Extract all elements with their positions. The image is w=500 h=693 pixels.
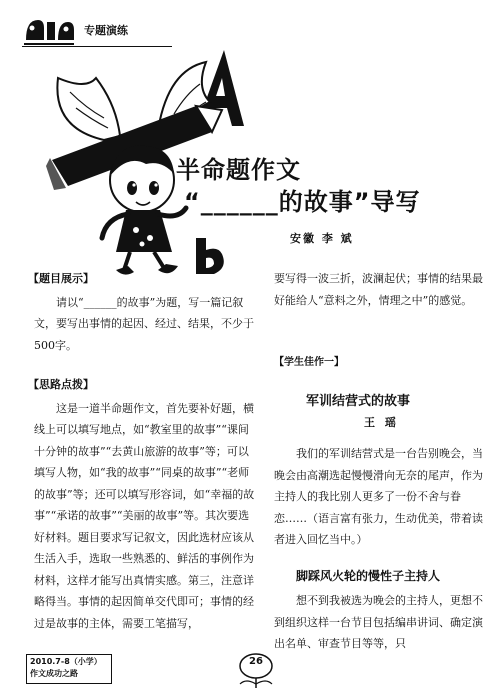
page-number-flower-icon [226,648,286,688]
guide-heading: 【思路点拨】 [28,378,94,391]
left-column [28,268,256,634]
sample-essay-subheading: 脚踩风火轮的慢性子主持人 [296,569,441,583]
sample-essay-tag [274,350,374,368]
right-column-continuation [274,268,486,311]
sample-essay-tag-label: 【学生佳作一】 [274,357,344,368]
sample-essay-title: 军训结营式的故事 [306,394,411,409]
footer-issue-date: 2010.7-8（小学） [30,657,102,666]
sample-essay-author: 王 瑶 [364,416,399,429]
article-author: 安徽 李 斌 [290,232,354,245]
essay-paragraph-1-text: 我们的军训结营式是一台告别晚会，当晚会由高潮选起慢慢滑向无奈的尾声，作为主持人的我比别人更多了一份不舍与眷恋……（语言富有张力，生动优美，带着读者进入回忆当中。） [274,447,483,546]
sample-essay-paragraph-1 [274,443,486,551]
footer-magazine-name: 作文成功之路 [30,669,78,678]
sample-essay-paragraph-2 [274,590,486,655]
guide-text: 这是一道半命题作文，首先要补好题，横线上可以填写地点，如“教室里的故事”“课间十分钟的故事”“去黄山旅游的故事”等；可以填写人物，如“我的故事”“同桌的故事”“老师的故事”等；还可以填写形容词，如“幸福的故事”“承诺的故事”“美丽的故事”等。其次要选好材料。题目要求写记叙文，因此选材应该从生活入手，选取一些熟悉的、鲜活的事例作为材料，这样才能写出真情实感。第三，注意详略得当。事情的起因简单交代即可；事情的经过是故事的主体，需要工笔描写， [34,401,255,630]
column-logo-icon [22,14,76,48]
page-number: 26 [249,656,263,667]
headline-line-1: 半命题作文 [176,156,301,184]
column-label: 专题演练 [84,24,128,37]
essay-paragraph-2-text: 想不到我被选为晚会的主持人，更想不到组织这样一台节目包括编串讲词、确定演出名单、审查节目等等，只 [274,594,483,650]
guide-text-continued: 要写得一波三折，波澜起伏；事情的结果最好能给人“意料之外，情理之中”的感觉。 [274,272,483,307]
headline-line-2: “______的故事”导写 [184,188,421,216]
prompt-heading: 【题目展示】 [28,272,94,285]
prompt-text: 请以“______的故事”为题，写一篇记叙文，要写出事情的起因、经过、结果，不少于500字。 [34,295,254,352]
header-rule [22,46,172,47]
